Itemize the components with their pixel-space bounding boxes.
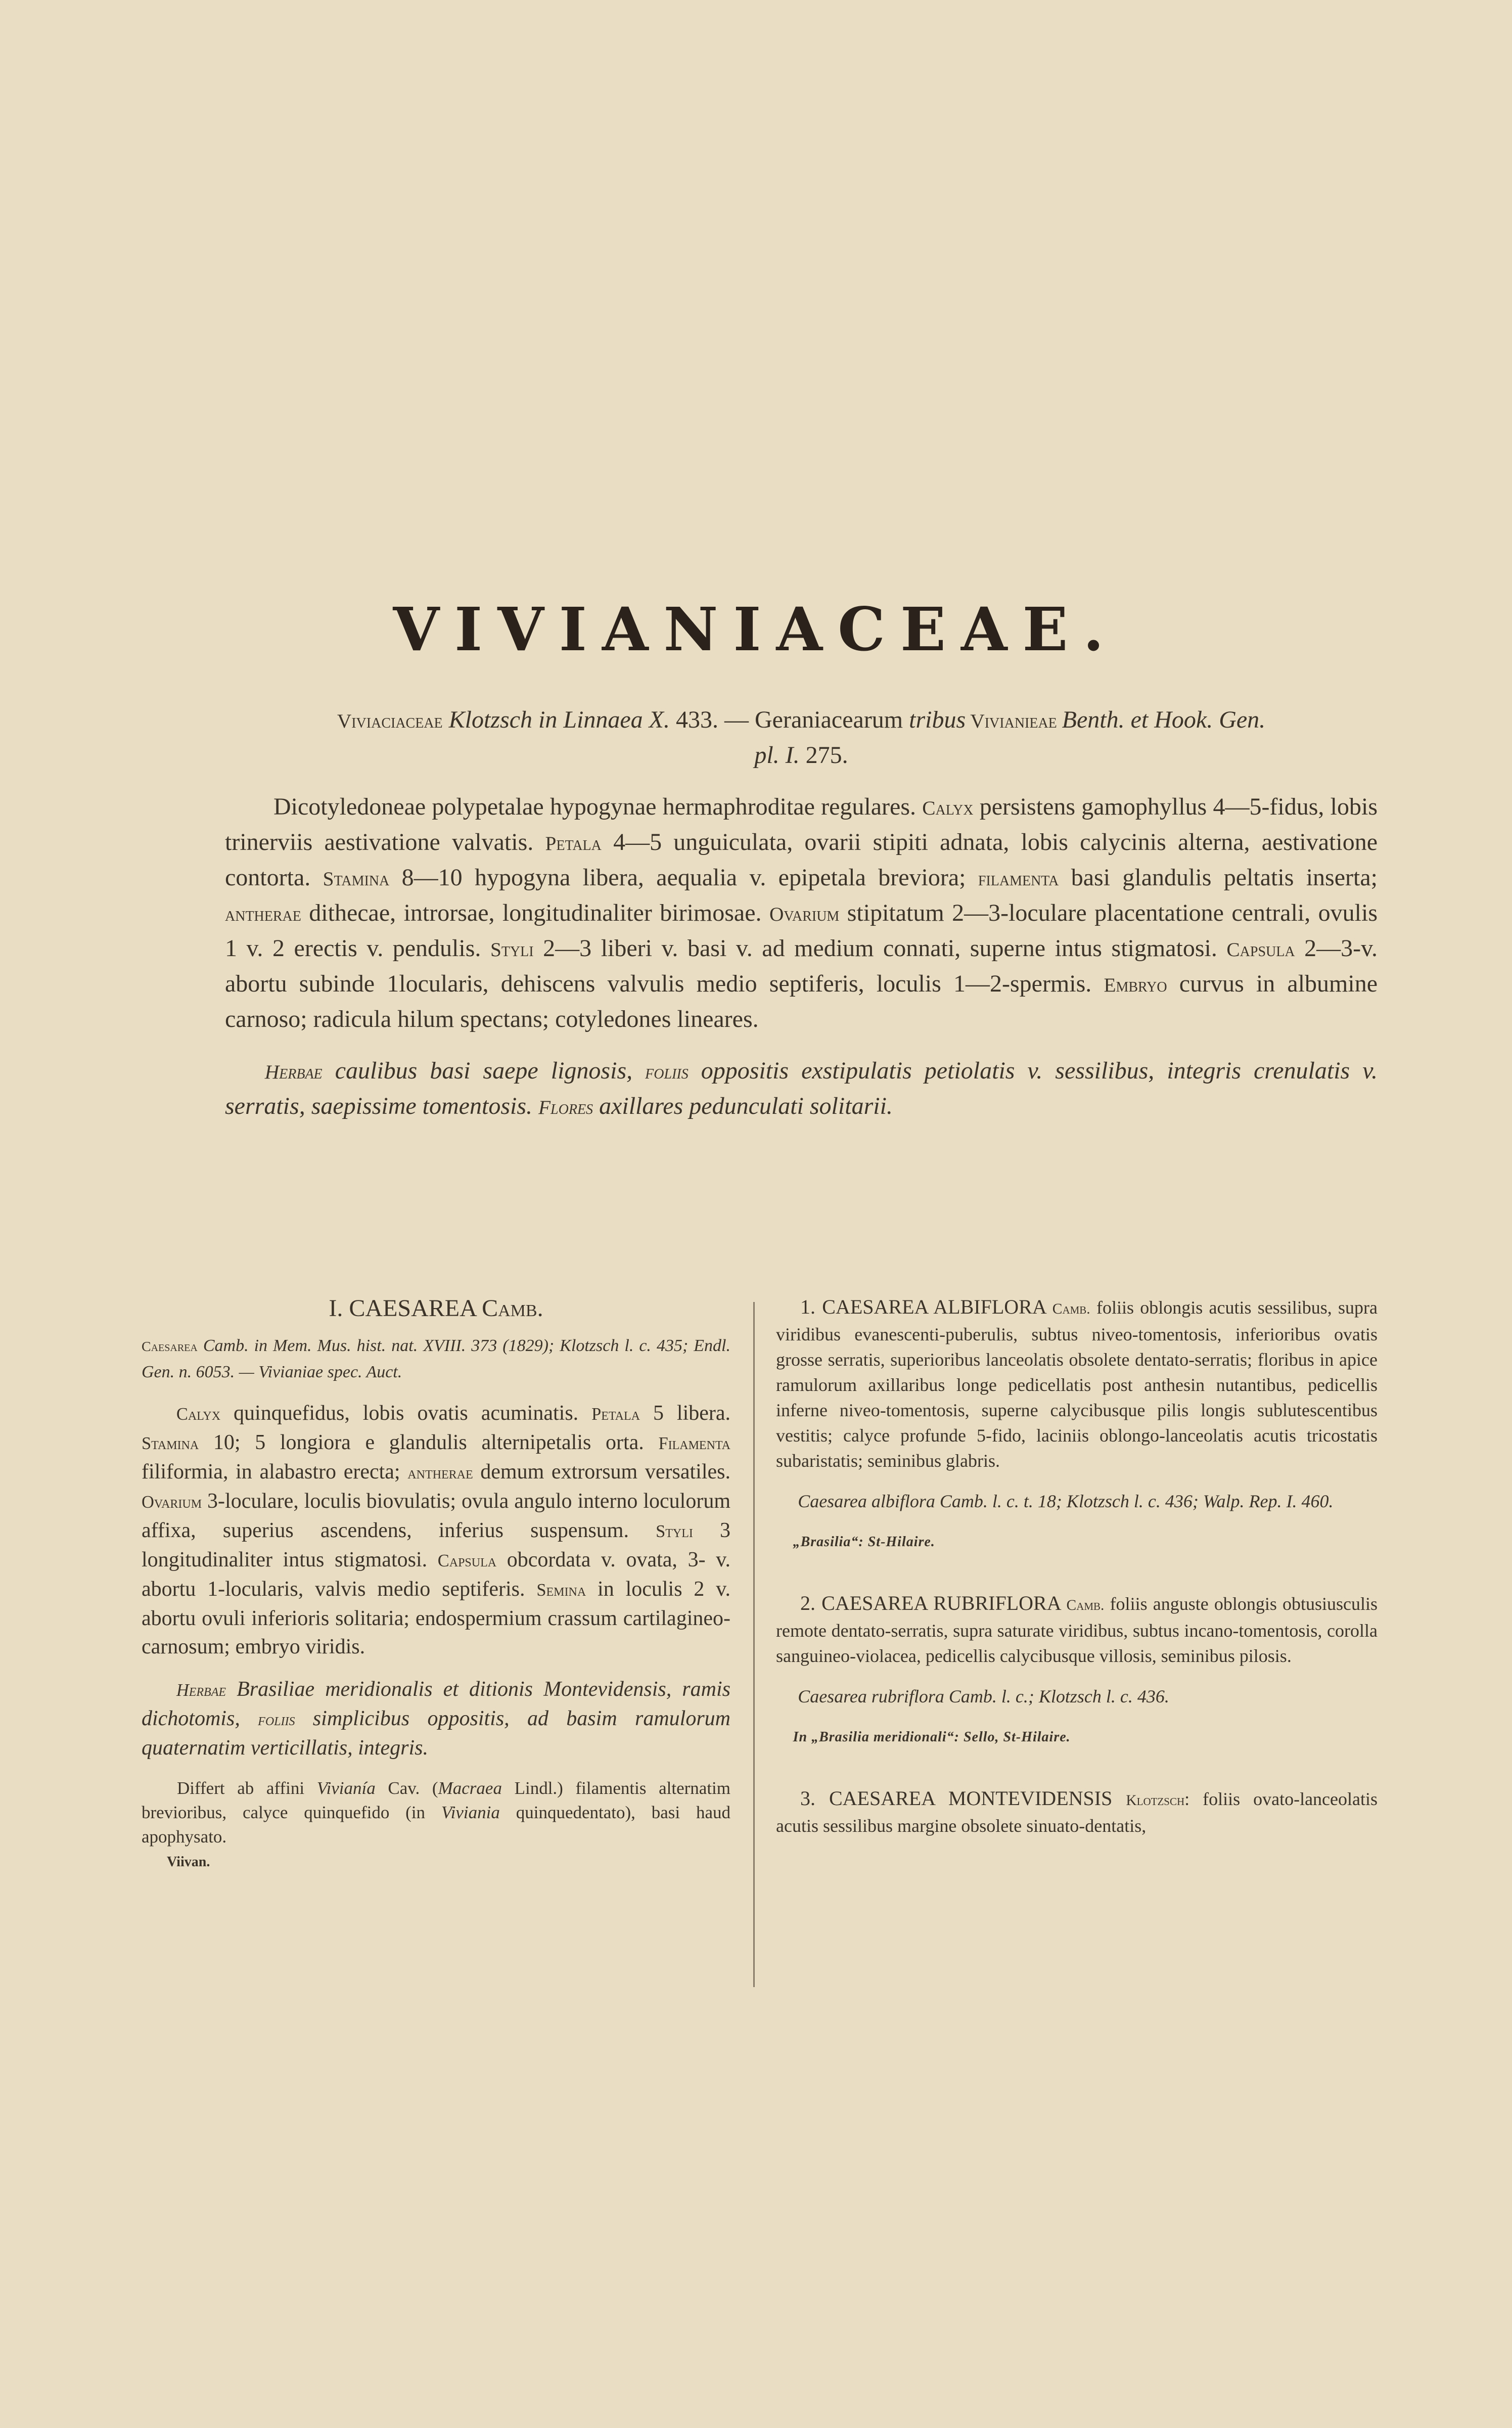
signature: Viivan. [167,1854,210,1870]
species-entry: 3. CAESAREA MONTEVIDENSIS Klotzsch: foliis ovato-lanceolatis acutis sessilibus margine obsolete sinuato-dentatis, [776,1787,1378,1836]
family-title: VIVIANIACEAE. [393,594,1119,664]
genus-habit: Herbae Brasiliae meridionalis et ditionis Montevidensis, ramis dichotomis, foliis simplicibus oppositis, ad basim ramulorum quaternatim verticillatis, integris. [142,1678,730,1760]
genus-differentia: Differt ab affini Vivianía Cav. (Macraea Lindl.) filamentis alternatim brevioribus, calyce quinquefido (in Viviania quinquedentato), basi haud apophysato. [142,1778,730,1847]
intro-block [225,703,1378,1125]
synonymy-line: Viviaciaceae Klotzsch in Linnaea X. 433. — Geraniacearum tribus Vivianieae Benth. et Hook. Gen. pl. I. 275. [337,706,1266,769]
species-column [776,1294,1378,1838]
habit-description: Herbae caulibus basi saepe lignosis, foliis oppositis exstipulatis petiolatis v. sessilibus, integris crenulatis v. serratis, saepissime tomentosis. Flores axillares pedunculati solitarii. [225,1057,1378,1119]
family-description: Dicotyledoneae polypetalae hypogynae hermaphroditae regulares. Calyx persistens gamophyllus 4—5-fidus, lobis trinerviis aestivatione valvatis. Petala 4—5 unguiculata, ovarii stipiti adnata, lobis calycinis alterna, aestivatione contorta. Stamina 8—10 hypogyna libera, aequalia v. epipetala breviora; filamenta basi glandulis peltatis inserta; antherae dithecae, introrsae, longitudinaliter birimosae. Ovarium stipitatum 2—3-loculare placentatione centrali, ovulis 1 v. 2 erectis v. pendulis. Styli 2—3 liberi v. basi v. ad medium connati, superne intus stigmatosi. Capsula 2—3-v. abortu subinde 1locularis, dehiscens valvulis medio septiferis, loculis 1—2-spermis. Embryo curvus in albumine carnoso; radicula hilum spectans; cotyledones lineares. [225,793,1378,1032]
column-divider [753,1302,755,1987]
genus-column [142,1294,730,1870]
species-entry: 1. CAESAREA ALBIFLORA Camb. foliis oblongis acutis sessilibus, supra viridibus evanescenti-puberulis, subtus niveo-tomentosis, inferioribus ovatis grosse serratis, superioribus lanceolatis obsolete dentato-serratis; floribus in apice ramulorum axillaribus longe pedicellatis post anthesin nutantibus, pedicellis inferne niveo-tomentosis, superne calycibusque pilis longis sublutescentibus vestitis; calyce profunde 5-fido, laciniis oblongo-lanceolatis acutis tricostatis subaristatis; seminibus glabris. Caesarea albiflora Camb. l. c. t. 18; Klotzsch l. c. 436; Walp. Rep. I. 460. „Brasilia“: St-Hilaire. [776,1295,1378,1550]
species-entry: 2. CAESAREA RUBRIFLORA Camb. foliis anguste oblongis obtusiusculis remote dentato-serratis, supra saturate viridibus, subtus incano-tomentosis, corolla sanguineo-violacea, pedicellis calycibusque villosis, seminibus pilosis. Caesarea rubriflora Camb. l. c.; Klotzsch l. c. 436. In „Brasilia meridionali“: Sello, St-Hilaire. [776,1592,1378,1745]
genus-description: Calyx quinquefidus, lobis ovatis acuminatis. Petala 5 libera. Stamina 10; 5 longiora e glandulis alternipetalis orta. Filamenta filiformia, in alabastro erecta; antherae demum extrorsum versatiles. Ovarium 3-loculare, loculis biovulatis; ovula angulo interno loculorum affixa, superius ascendens, inferius suspensum. Styli 3 longitudinaliter intus stigmatosi. Capsula obcordata v. ovata, 3- v. abortu 1-locularis, valvis medio septiferis. Semina in loculis 2 v. abortu ovuli inferioris solitaria; endospermium crassum cartilagineo-carnosum; embryo viridis. [142,1402,731,1658]
genus-synonymy: Caesarea Camb. in Mem. Mus. hist. nat. XVIII. 373 (1829); Klotzsch l. c. 435; Endl. Gen. n. 6053. — Vivianiae spec. Auct. [142,1336,730,1381]
genus-heading: I. CAESAREA Camb. [329,1295,543,1322]
